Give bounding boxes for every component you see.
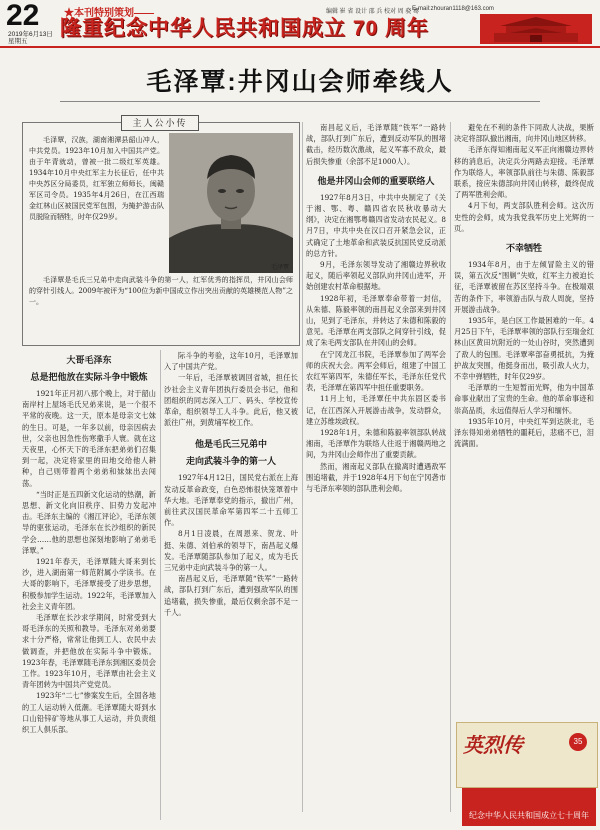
special-planning-label: ★本刊特别策划—— (64, 8, 154, 19)
col4-paragraph: 1935年10月，中央红军到达陕北，毛泽东得知弟弟牺牲的噩耗后，悲痛不已，泪流满面。 (454, 416, 594, 449)
column-separator (302, 122, 303, 812)
contact-email: E-mail:zhouran1118@163.com (412, 6, 494, 12)
portrait-icon (169, 133, 293, 273)
column-4 (454, 122, 594, 718)
col4-paragraph: 毛泽覃的一生短暂而光辉，他为中国革命事业献出了宝贵的生命。他的革命事迹和崇高品质，永远值得后人学习和缅怀。 (454, 383, 594, 415)
col3-paragraph: 1928年1月，朱德和陈毅率领部队转战湘南，毛泽覃作为联络人往返于湘赣两地之间，为井冈山会师作出了重要贡献。 (306, 428, 446, 460)
col1-heading-2: 总是把他放在实际斗争中锻炼 (30, 372, 148, 382)
col4-heading: 不幸牺牲 (505, 243, 542, 254)
title-divider (60, 101, 540, 102)
col2-paragraph: 南昌起义后，毛泽覃随“铁军”一路转战，部队打到广东后，遭到强敌军队的围追堵截，损失惨重，最后仅剩余部不足一千人。 (164, 574, 298, 617)
col2-heading-1: 他是毛氏三兄弟中 (194, 439, 267, 450)
portrait-photo (169, 133, 293, 273)
col4-paragraph: 毛泽东得知湘南起义军正向湘赣边界转移的消息后，决定兵分两路去迎接。毛泽覃作为联络人，率领部队前往与朱德、陈毅部联系，接应朱德部向井冈山转移，最终促成了两军胜利会师。 (454, 145, 594, 200)
profile-tag: 主人公小传 (121, 115, 199, 131)
profile-box (22, 118, 300, 346)
col1-paragraph: 毛泽覃在长沙求学期间，时常受到大哥毛泽东的关照和教导。毛泽东对弟弟要求十分严格，常常让他到工人、农民中去做调查，并把他放在实际斗争中锻炼。1923年春，毛泽覃随毛泽东到湘区委员会工作。1923年10月，毛泽覃由社会主义青年团转为中国共产党党员。 (22, 613, 156, 690)
col3-paragraph: 1927年8月3日，中共中央制定了《关于湘、鄂、粤、赣四省农民秋收暴动大纲》，决定在湘鄂粤赣四省发动农民起义。8月7日，中共中央在汉口召开紧急会议，正式确定了土地革命和武装反抗国民党反动派的总方针。 (306, 192, 446, 258)
col4-paragraph: 1934年8月，由于左倾冒险主义的错误，第五次反“围剿”失败，红军主力被迫长征，毛泽覃被留在苏区坚持斗争。在极端艰苦的条件下，率领游击队与敌人周旋，坚持开展游击战争。 (454, 260, 594, 314)
column-separator (450, 122, 451, 812)
column-separator (160, 350, 161, 820)
col2-paragraph: 8月1日凌晨，在周恩来、贺龙、叶挺、朱德、刘伯承的领导下，南昌起义爆发。毛泽覃随部队参加了起义，成为毛氏三兄弟中走向武装斗争的第一人。 (164, 529, 298, 573)
col3-paragraph: 1928年初，毛泽覃奉命带着一封信，从朱德、陈毅率领的南昌起义余部来到井冈山，见到了毛泽东，并转达了朱德和陈毅的意见。毛泽覃在两支部队之间穿针引线，促成了朱毛两支部队在井冈山的会师。 (306, 293, 446, 348)
col1-heading-1: 大哥毛泽东 (66, 355, 112, 365)
col4-paragraph: 1935年，是白区工作最困难的一年。4月25日下午，毛泽覃率领的部队行至瑞金红林山区黄田坑附近的一处山谷时，突然遭到了敌人的包围。毛泽覃率部奋勇抵抗，为掩护战友突围，他挺身而出，吸引敌人火力，不幸中弹牺牲，时年仅29岁。 (454, 316, 594, 382)
col2-intro: 际斗争的考验，这年10月，毛泽覃加入了中国共产党。 (164, 351, 298, 372)
col2-intro: 一年后，毛泽覃被调回省城，担任长沙社会主义青年团执行委员会书记，他和团组织的同志深入工厂、码头、学校宣传革命，组织领导工人斗争。此后，他又被派往广州，到黄埔军校工作。 (164, 373, 298, 428)
col1-paragraph: 1921年正月初八那个晚上，对于韶山南岸村上屋场毛氏兄弟来说，是一个很不平常的夜晚。这一天，原本是母亲文七妹的生日。可是，一年多以前，母亲因病去世，父亲也因急性伤寒撒手人寰。就在这天夜里，心怀天下的毛泽东把弟弟们召集到一起，决定将家里的田地交给他人耕种，自己则带着两个弟弟和妹妹出去闯荡。 (22, 389, 156, 488)
footer-text: 纪念中华人民共和国成立七十周年 (469, 811, 589, 820)
col3-paragraph: 然而，湘南起义部队在撤离时遭遇敌军围追堵截，并于1928年4月下旬在宁冈砻市与毛泽东率领的部队胜利会师。 (306, 461, 446, 494)
banner-headline: 隆重纪念中华人民共和国成立 70 周年 (60, 17, 430, 40)
yinglie-number: 35 (569, 733, 587, 751)
issue-date: 2019年6月13日 (8, 31, 53, 38)
editors-credit: 编辑 崔 省 设计 邵 兵 校对 周 骁 骞 (326, 9, 420, 15)
col1-paragraph: 1921年春天，毛泽覃随大哥来到长沙，进入湖南第一师范附属小学读书。在大哥的影响下，毛泽覃接受了进步思想，积极参加学生运动。1922年，毛泽覃加入社会主义青年团。 (22, 557, 156, 611)
col2-paragraph: 1927年4月12日，国民党右派在上海发动反革命政变，白色恐怖很快笼罩着中华大地。毛泽覃奉党的指示，撤出广州，前往武汉国民革命军第四军二十五师工作。 (164, 473, 298, 528)
col2-heading-2: 走向武装斗争的第一人 (185, 456, 276, 467)
yinglie-title: 英烈传 (463, 735, 523, 757)
page-number: 22 (6, 0, 40, 32)
column-3 (306, 122, 446, 820)
col3-paragraph: 11月上旬，毛泽覃任中共东固区委书记，在江西深入开展游击战争，发动群众，建立苏维埃政权。 (306, 394, 446, 426)
col1-paragraph: “当时正是五四新文化运动的热潮，新思想、新文化向旧秩序、旧势力发起冲击。毛泽东主编的《湘江评论》，毛泽东领导的驱张运动，毛泽东在长沙组织的新民学会……他的思想也深刻地影响了弟弟毛泽覃。” (22, 489, 156, 555)
column-1 (22, 350, 156, 820)
col1-paragraph: 1923年“二七”惨案发生后，全国各地的工人运动转入低潮。毛泽覃随大哥到水口山铅锌矿等地从事工人运动，并负责组织工人俱乐部。 (22, 691, 156, 735)
profile-text-1: 毛泽覃，汉族，湖南湘潭县韶山冲人，中共党员。1923年10月加入中国共产党。由于年青就动，曾被一批二级红军英雄。1934年10月中央红军主力长征后，任中共中央苏区分局委员，红军独立师师长，闽赣军区司令员。1935年4月26日，在江西瑞金红林山区被国民党军包围，为掩护游击队员脱险而牺牲，时年仅29岁。 (29, 136, 164, 221)
col3-intro: 南昌起义后，毛泽覃随“铁军”一路转战，部队打到广东后，遭到反动军队的围堵截击，经历数次激战，起义军寡不敌众，最后损失惨重（余部不足1000人）。 (306, 123, 446, 166)
article-title: 毛泽覃:井冈山会师牵线人 (146, 68, 454, 96)
issue-weekday: 星期五 (8, 38, 28, 45)
col3-heading: 他是井冈山会师的重要联络人 (317, 175, 435, 186)
col3-paragraph: 9月，毛泽东领导发动了湘赣边界秋收起义，随后率领起义部队向井冈山进军，开始创建农村革命根据地。 (306, 260, 446, 292)
page-header (0, 0, 600, 48)
column-2 (164, 350, 298, 820)
profile-text-2: 毛泽覃是毛氏三兄弟中走向武装斗争的第一人，红军优秀的指挥员，井冈山会师的穿针引线人。2009年被评为“100位为新中国成立作出突出贡献的英雄模范人物”之一。 (29, 276, 293, 306)
col4-intro: 避免在不利的条件下同敌人决战，果断决定将部队撤出湘南，向井冈山地区转移。 (454, 123, 594, 144)
col4-paragraph: 4月下旬，两支部队胜利会师。这次历史性的会师，成为我党我军历史上光辉的一页。 (454, 201, 594, 233)
tiananmen-gate-icon (480, 14, 592, 44)
portrait-caption: 毛泽覃 (270, 264, 289, 271)
footer-band (462, 788, 596, 826)
yinglie-column-logo (456, 722, 598, 788)
col3-paragraph: 在宁冈龙江书院，毛泽覃参加了两军会师的庆祝大会。两军会师后，组建了中国工农红军第四军，朱德任军长，毛泽东任党代表，毛泽覃在第四军中担任重要职务。 (306, 349, 446, 393)
